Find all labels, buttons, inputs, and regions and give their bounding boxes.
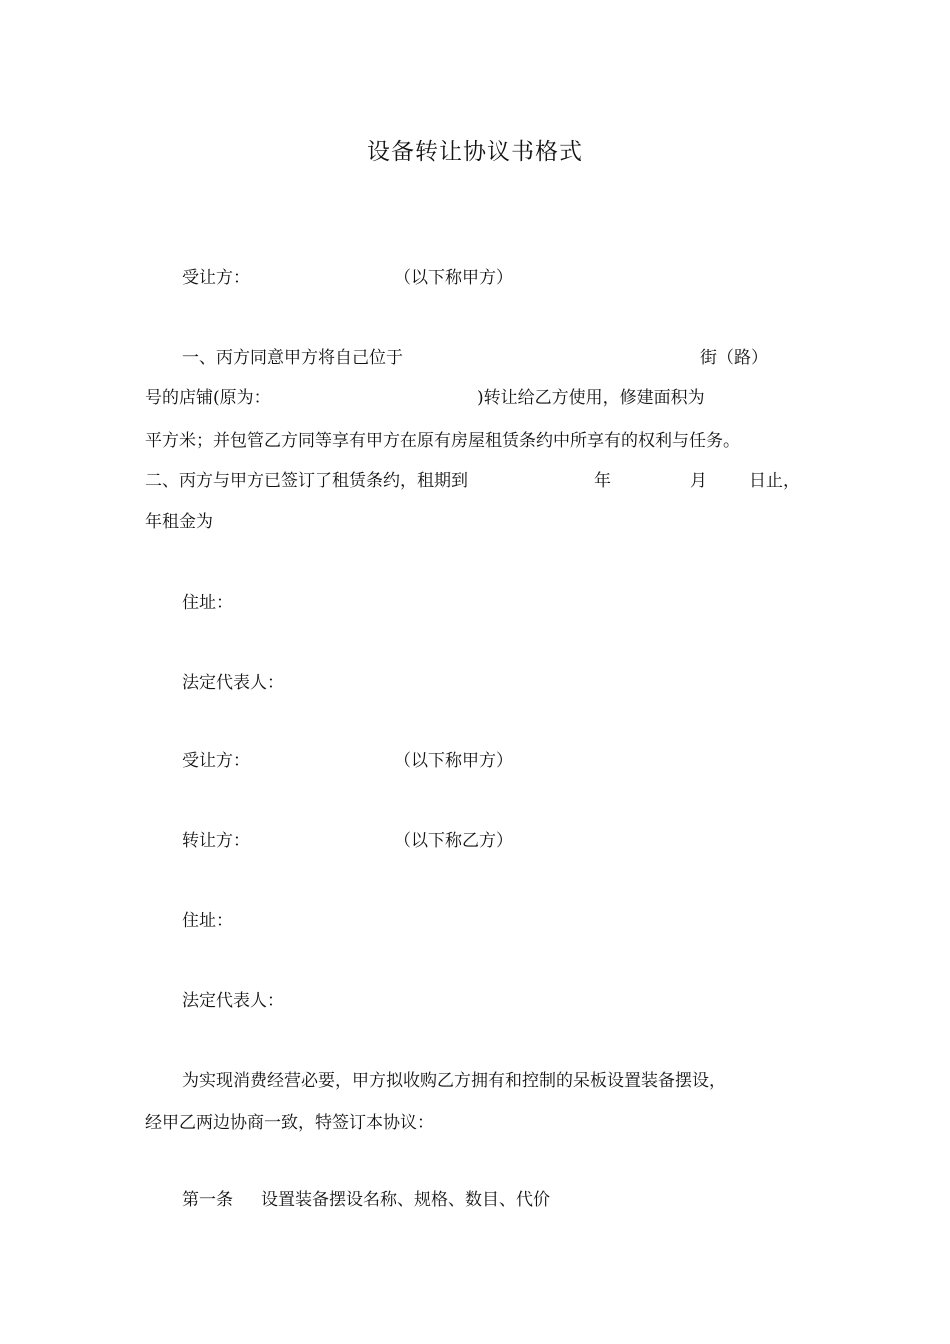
legal-rep-label-2: 法定代表人： xyxy=(182,991,284,1011)
article-one-text: 设置装备摆设名称、规格、数目、代价 xyxy=(261,1190,550,1210)
clause-one-line3: 平方米；并包管乙方同等享有甲方在原有房屋租赁条约中所享有的权利与任务。 xyxy=(145,431,740,451)
clause-two-month: 月 xyxy=(690,471,707,491)
clause-two-day: 日止， xyxy=(749,471,800,491)
clause-one-line1-b: 街（路） xyxy=(700,348,768,368)
address-label-2: 住址： xyxy=(182,911,233,931)
transferee-note: （以下称甲方） xyxy=(394,751,513,771)
intro-line1: 为实现消费经营必要，甲方拟收购乙方拥有和控制的呆板设置装备摆设， xyxy=(182,1071,726,1091)
article-one-number: 第一条 xyxy=(182,1190,233,1210)
document-title: 设备转让协议书格式 xyxy=(367,139,583,165)
party-a-label: 受让方： xyxy=(182,268,250,288)
clause-one-line1-a: 一、丙方同意甲方将自己位于 xyxy=(182,348,403,368)
intro-line2: 经甲乙两边协商一致，特签订本协议： xyxy=(145,1113,434,1133)
transferee-label: 受让方： xyxy=(182,751,250,771)
party-a-note: （以下称甲方） xyxy=(394,268,513,288)
transferor-note: （以下称乙方） xyxy=(394,831,513,851)
address-label-1: 住址： xyxy=(182,593,233,613)
legal-rep-label-1: 法定代表人： xyxy=(182,673,284,693)
clause-two-line1-a: 二、丙方与甲方已签订了租赁条约，租期到 xyxy=(145,471,468,491)
clause-one-line2-a: 号的店铺(原为： xyxy=(145,388,271,408)
clause-one-line2-b: )转让给乙方使用，修建面积为 xyxy=(477,388,705,408)
clause-two-year: 年 xyxy=(594,471,611,491)
transferor-label: 转让方： xyxy=(182,831,250,851)
clause-two-line2: 年租金为 xyxy=(145,512,213,532)
